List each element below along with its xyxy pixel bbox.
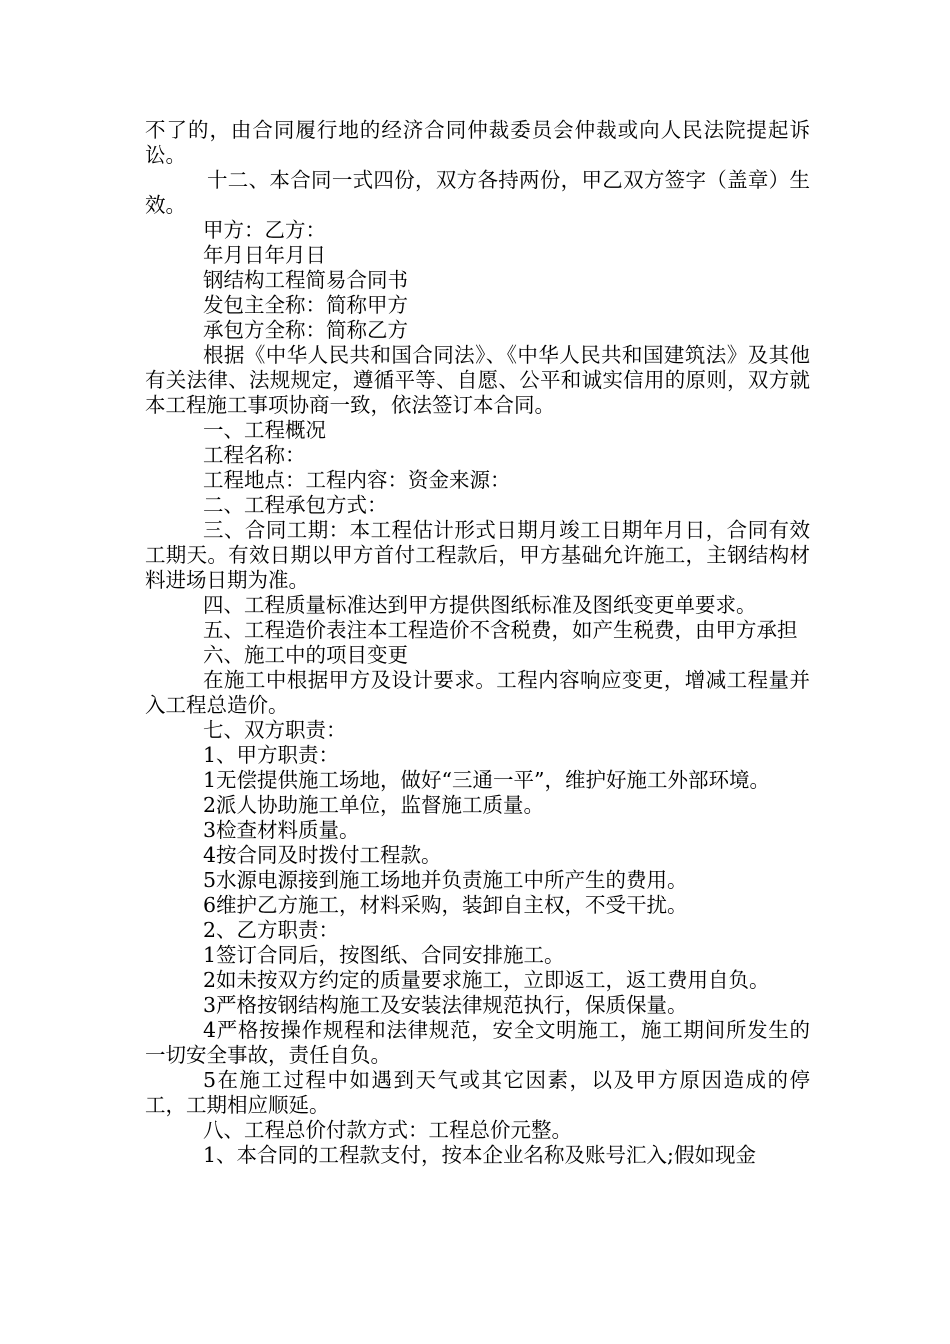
list-item: 5水源电源接到施工场地并负责施工中所产生的费用。 xyxy=(203,868,688,892)
section-heading: 七、双方职责： xyxy=(203,718,347,742)
document-body xyxy=(145,118,810,1168)
paragraph: 五、工程造价表注本工程造价不含税费，如产生税费，由甲方承担 xyxy=(203,618,798,642)
paragraph: 四、工程质量标准达到甲方提供图纸标准及图纸变更单要求。 xyxy=(203,593,757,617)
list-item: 1签订合同后，按图纸、合同安排施工。 xyxy=(203,943,565,967)
list-item: 3严格按钢结构施工及安装法律规范执行，保质保量。 xyxy=(203,993,688,1017)
paragraph: 年月日年月日 xyxy=(203,243,326,267)
subsection-heading: 2、乙方职责： xyxy=(203,918,340,942)
section-heading: 一、工程概况 xyxy=(203,418,326,442)
list-item: 6维护乙方施工，材料采购，装卸自主权，不受干扰。 xyxy=(203,893,688,917)
list-item: 4严格按操作规程和法律规范，安全文明施工，施工期间所发生的一切安全事故，责任自负。 xyxy=(145,1018,810,1067)
paragraph: 工程地点：工程内容：资金来源： xyxy=(203,468,511,492)
section-heading: 二、工程承包方式： xyxy=(203,493,388,517)
list-item: 1、本合同的工程款支付，按本企业名称及账号汇入;假如现金 xyxy=(203,1143,756,1167)
paragraph: 三、合同工期：本工程估计形式日期月竣工日期年月日，合同有效工期天。有效日期以甲方首付工程款后，甲方基础允许施工，主钢结构材料进场日期为准。 xyxy=(145,518,810,592)
subsection-heading: 1、甲方职责： xyxy=(203,743,340,767)
section-heading: 八、工程总价付款方式：工程总价元整。 xyxy=(203,1118,572,1142)
paragraph: 发包主全称：简称甲方 xyxy=(203,293,408,317)
list-item: 2派人协助施工单位，监督施工质量。 xyxy=(203,793,545,817)
list-item: 1无偿提供施工场地，做好“三通一平”，维护好施工外部环境。 xyxy=(203,768,771,792)
list-item: 4按合同及时拨付工程款。 xyxy=(203,843,442,867)
list-item: 2如未按双方约定的质量要求施工，立即返工，返工费用自负。 xyxy=(203,968,770,992)
paragraph: 十二、本合同一式四份，双方各持两份，甲乙双方签字（盖章）生效。 xyxy=(145,168,810,217)
paragraph: 根据《中华人民共和国合同法》、《中华人民共和国建筑法》及其他有关法律、法规规定，遵循平等、自愿、公平和诚实信用的原则，双方就本工程施工事项协商一致，依法签订本合同。 xyxy=(145,343,810,417)
paragraph: 在施工中根据甲方及设计要求。工程内容响应变更，增减工程量并入工程总造价。 xyxy=(145,668,810,717)
section-heading: 六、施工中的项目变更 xyxy=(203,643,408,667)
document-title: 钢结构工程简易合同书 xyxy=(203,268,408,292)
list-item: 5在施工过程中如遇到天气或其它因素，以及甲方原因造成的停工，工期相应顺延。 xyxy=(145,1068,810,1117)
paragraph: 甲方：乙方： xyxy=(203,218,326,242)
paragraph: 不了的，由合同履行地的经济合同仲裁委员会仲裁或向人民法院提起诉讼。 xyxy=(145,118,810,167)
list-item: 3检查材料质量。 xyxy=(203,818,360,842)
paragraph: 承包方全称：简称乙方 xyxy=(203,318,408,342)
paragraph: 工程名称： xyxy=(203,443,306,467)
